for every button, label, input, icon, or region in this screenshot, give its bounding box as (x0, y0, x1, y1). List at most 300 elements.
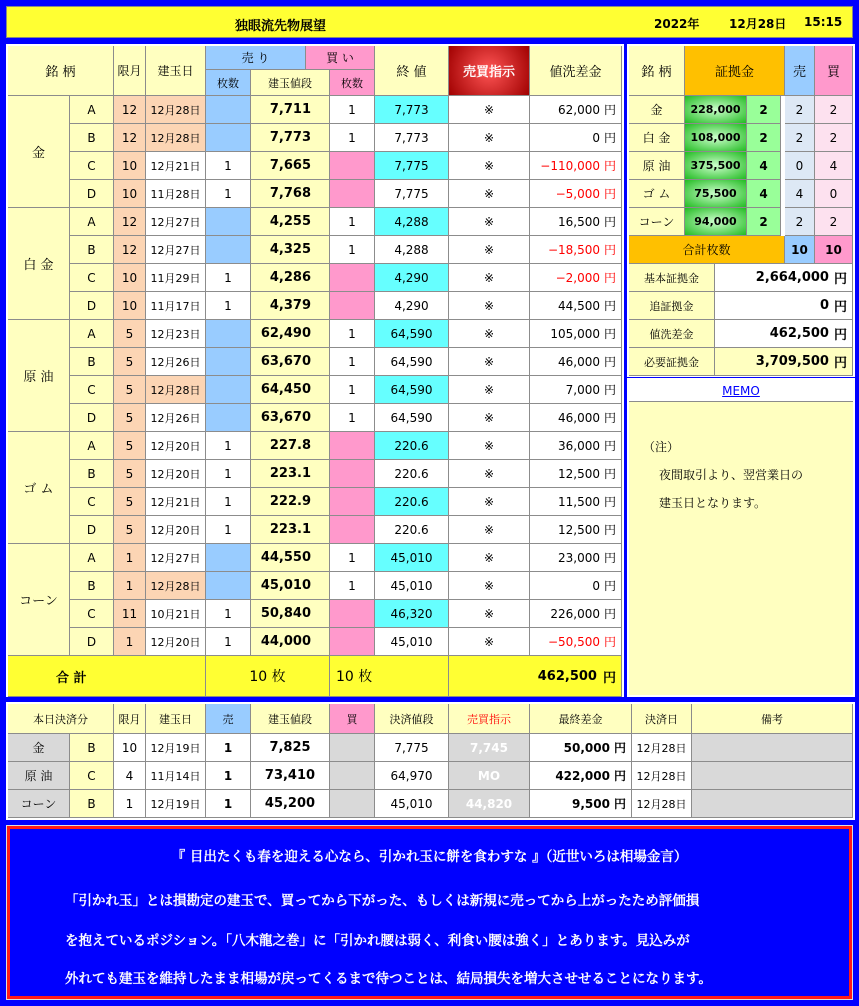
row-month: 11 (114, 600, 146, 628)
yen-unit: 円 (603, 579, 616, 593)
row-entry-date: 11月17日 (146, 292, 206, 320)
header-time: 15:15 (804, 15, 843, 29)
positions-table (6, 44, 624, 697)
row-entry-price: 7,768 (251, 180, 330, 208)
row-sell-count: 1 (206, 264, 251, 292)
header-month: 限月 (114, 46, 146, 96)
row-close: 4,288 (375, 236, 449, 264)
row-close: 4,290 (375, 292, 449, 320)
yen-unit: 円 (613, 741, 626, 755)
row-month: 10 (114, 292, 146, 320)
row-close: 46,320 (375, 600, 449, 628)
summary-amount: 2,664,000 (755, 270, 829, 285)
row-instruction: ※ (449, 348, 530, 376)
total-sell: 10 枚 (206, 656, 330, 697)
row-diff (530, 236, 622, 264)
row-entry-price: 44,550 (251, 544, 330, 572)
settle-price: 64,970 (375, 762, 449, 790)
settle-code: C (70, 762, 114, 790)
yen-unit: 円 (603, 159, 616, 173)
row-buy-count: 1 (330, 544, 375, 572)
row-buy-count: 1 (330, 572, 375, 600)
row-diff (530, 488, 622, 516)
yen-unit: 円 (833, 300, 847, 315)
row-close: 4,290 (375, 264, 449, 292)
row-code: B (70, 236, 114, 264)
row-month: 10 (114, 180, 146, 208)
row-buy-count: 1 (330, 404, 375, 432)
row-entry-price: 7,711 (251, 96, 330, 124)
total-buy: 10 枚 (330, 656, 449, 697)
row-entry-price: 64,450 (251, 376, 330, 404)
row-code: C (70, 264, 114, 292)
row-instruction: ※ (449, 460, 530, 488)
row-buy-count (330, 292, 375, 320)
row-entry-price: 223.1 (251, 460, 330, 488)
settle-entry-date: 12月19日 (146, 734, 206, 762)
row-instruction: ※ (449, 516, 530, 544)
row-code: C (70, 152, 114, 180)
row-diff-value: 7,000 (565, 382, 600, 397)
row-buy-count: 1 (330, 96, 375, 124)
margin-buy: 2 (815, 208, 853, 236)
row-month: 1 (114, 572, 146, 600)
settle-sell: 1 (206, 790, 251, 818)
commodity-name: ゴ ム (8, 432, 70, 544)
row-diff (530, 124, 622, 152)
settle-header-price: 建玉値段 (251, 704, 330, 734)
margin-commodity: コーン (629, 208, 685, 236)
row-code: C (70, 600, 114, 628)
row-code: A (70, 320, 114, 348)
row-entry-price: 4,325 (251, 236, 330, 264)
settle-instruction: MO (449, 762, 530, 790)
yen-unit: 円 (603, 467, 616, 481)
row-buy-count: 1 (330, 124, 375, 152)
row-close: 64,590 (375, 320, 449, 348)
row-diff-value: −110,000 (540, 158, 600, 173)
margin-amount: 228,000 (685, 96, 747, 124)
summary-label: 必要証拠金 (629, 348, 715, 376)
row-diff-value: 62,000 (557, 102, 600, 117)
memo-note-line: 建玉日となります。 (659, 496, 767, 510)
settle-commodity: 原 油 (8, 762, 70, 790)
settle-code: B (70, 734, 114, 762)
row-close: 45,010 (375, 544, 449, 572)
margin-amount: 75,500 (685, 180, 747, 208)
row-sell-count (206, 320, 251, 348)
yen-unit: 円 (603, 439, 616, 453)
margin-buy: 2 (815, 124, 853, 152)
row-sell-count: 1 (206, 152, 251, 180)
row-entry-date: 12月28日 (146, 376, 206, 404)
row-entry-date: 12月28日 (146, 572, 206, 600)
row-code: B (70, 572, 114, 600)
header-diff: 値洗差金 (530, 46, 622, 96)
row-entry-price: 223.1 (251, 516, 330, 544)
settle-entry-price: 73,410 (251, 762, 330, 790)
margin-commodity: ゴ ム (629, 180, 685, 208)
quote-line: 「引かれ玉」とは損勘定の建玉で、買ってから下がった、もしくは新規に売ってから上がったため評価損 (65, 893, 700, 909)
commodity-name: 原 油 (8, 320, 70, 432)
row-sell-count: 1 (206, 180, 251, 208)
row-diff-value: 46,000 (557, 410, 600, 425)
row-diff-value: −18,500 (547, 242, 600, 257)
settle-header-final: 最終差金 (530, 704, 632, 734)
row-diff (530, 600, 622, 628)
settle-date: 12月28日 (632, 762, 692, 790)
row-entry-price: 62,490 (251, 320, 330, 348)
settle-note (692, 734, 853, 762)
row-code: D (70, 404, 114, 432)
total-diff-value: 462,500 (537, 668, 597, 684)
settle-month: 4 (114, 762, 146, 790)
margin-count: 2 (747, 124, 781, 152)
yen-unit: 円 (603, 215, 616, 229)
row-close: 4,288 (375, 208, 449, 236)
row-close: 64,590 (375, 348, 449, 376)
summary-label: 値洗差金 (629, 320, 715, 348)
row-month: 1 (114, 544, 146, 572)
settle-final-value: 50,000 (563, 740, 610, 755)
settle-header-settle-price: 決済値段 (375, 704, 449, 734)
row-buy-count: 1 (330, 320, 375, 348)
row-month: 5 (114, 348, 146, 376)
row-instruction: ※ (449, 572, 530, 600)
row-diff (530, 572, 622, 600)
row-diff-value: 16,500 (557, 214, 600, 229)
row-diff (530, 432, 622, 460)
row-instruction: ※ (449, 208, 530, 236)
row-instruction: ※ (449, 404, 530, 432)
row-buy-count (330, 488, 375, 516)
header-year: 2022年 (654, 17, 700, 31)
margin-count: 4 (747, 152, 781, 180)
yen-unit: 円 (603, 523, 616, 537)
row-entry-price: 4,286 (251, 264, 330, 292)
row-entry-price: 7,665 (251, 152, 330, 180)
settle-sell: 1 (206, 762, 251, 790)
row-month: 5 (114, 432, 146, 460)
row-sell-count: 1 (206, 516, 251, 544)
row-instruction: ※ (449, 180, 530, 208)
settle-header-sell: 売 (206, 704, 251, 734)
yen-unit: 円 (603, 383, 616, 397)
margin-amount: 108,000 (685, 124, 747, 152)
yen-unit: 円 (833, 328, 847, 343)
row-entry-date: 12月27日 (146, 236, 206, 264)
row-instruction: ※ (449, 628, 530, 656)
row-close: 220.6 (375, 516, 449, 544)
settle-header-settle-date: 決済日 (632, 704, 692, 734)
row-entry-date: 11月28日 (146, 180, 206, 208)
settle-header-label: 本日決済分 (8, 704, 114, 734)
row-month: 10 (114, 152, 146, 180)
row-buy-count (330, 180, 375, 208)
row-code: C (70, 376, 114, 404)
row-code: D (70, 628, 114, 656)
row-diff (530, 152, 622, 180)
row-entry-date: 12月26日 (146, 404, 206, 432)
memo-note-line: 夜間取引より、翌営業日の (659, 468, 804, 482)
row-entry-date: 10月21日 (146, 600, 206, 628)
row-buy-count (330, 600, 375, 628)
row-entry-date: 12月20日 (146, 516, 206, 544)
row-sell-count (206, 124, 251, 152)
row-diff-value: 12,500 (557, 466, 600, 481)
settle-sell: 1 (206, 734, 251, 762)
summary-value (715, 292, 853, 320)
row-diff (530, 320, 622, 348)
row-buy-count: 1 (330, 348, 375, 376)
margin-commodity: 原 油 (629, 152, 685, 180)
row-close: 7,775 (375, 152, 449, 180)
margin-header-margin: 証拠金 (685, 46, 785, 96)
settle-instruction: 44,820 (449, 790, 530, 818)
summary-value (715, 320, 853, 348)
header-sell: 売 り (206, 46, 306, 70)
row-instruction: ※ (449, 236, 530, 264)
row-diff (530, 628, 622, 656)
margin-count: 2 (747, 96, 781, 124)
settle-commodity: 金 (8, 734, 70, 762)
margin-commodity: 白 金 (629, 124, 685, 152)
row-code: A (70, 208, 114, 236)
row-instruction: ※ (449, 152, 530, 180)
row-sell-count (206, 404, 251, 432)
row-buy-count (330, 432, 375, 460)
yen-unit: 円 (613, 769, 626, 783)
summary-amount: 462,500 (769, 326, 829, 341)
row-entry-price: 222.9 (251, 488, 330, 516)
row-close: 45,010 (375, 572, 449, 600)
row-instruction: ※ (449, 320, 530, 348)
margin-sell: 2 (785, 96, 815, 124)
row-entry-price: 63,670 (251, 404, 330, 432)
yen-unit: 円 (603, 607, 616, 621)
margin-header-brand: 銘 柄 (629, 46, 685, 96)
yen-unit: 円 (833, 356, 847, 371)
summary-value (715, 264, 853, 292)
row-sell-count (206, 348, 251, 376)
row-diff (530, 376, 622, 404)
row-code: D (70, 292, 114, 320)
row-instruction: ※ (449, 376, 530, 404)
margin-sell: 4 (785, 180, 815, 208)
settle-entry-date: 12月19日 (146, 790, 206, 818)
margin-total-label: 合計枚数 (629, 236, 785, 264)
row-sell-count: 1 (206, 460, 251, 488)
settle-price: 7,775 (375, 734, 449, 762)
row-close: 220.6 (375, 488, 449, 516)
row-buy-count (330, 516, 375, 544)
row-buy-count (330, 628, 375, 656)
row-instruction: ※ (449, 488, 530, 516)
row-diff (530, 96, 622, 124)
header-brand: 銘 柄 (8, 46, 114, 96)
row-diff-value: 226,000 (550, 606, 600, 621)
settle-buy (330, 762, 375, 790)
row-sell-count: 1 (206, 292, 251, 320)
row-diff-value: 36,000 (557, 438, 600, 453)
row-month: 5 (114, 404, 146, 432)
row-diff (530, 544, 622, 572)
margin-buy: 0 (815, 180, 853, 208)
settle-final-value: 422,000 (555, 768, 610, 783)
total-diff (449, 656, 622, 697)
row-sell-count (206, 572, 251, 600)
margin-commodity: 金 (629, 96, 685, 124)
yen-unit: 円 (603, 411, 616, 425)
row-close: 7,773 (375, 96, 449, 124)
row-entry-price: 44,000 (251, 628, 330, 656)
row-entry-date: 12月21日 (146, 488, 206, 516)
row-code: A (70, 544, 114, 572)
row-entry-price: 7,773 (251, 124, 330, 152)
row-diff (530, 404, 622, 432)
row-diff (530, 264, 622, 292)
row-instruction: ※ (449, 292, 530, 320)
row-entry-date: 12月27日 (146, 544, 206, 572)
row-close: 220.6 (375, 460, 449, 488)
row-code: B (70, 348, 114, 376)
row-close: 64,590 (375, 376, 449, 404)
row-instruction: ※ (449, 432, 530, 460)
settle-month: 10 (114, 734, 146, 762)
row-close: 64,590 (375, 404, 449, 432)
margin-amount: 375,500 (685, 152, 747, 180)
row-diff-value: 46,000 (557, 354, 600, 369)
row-buy-count (330, 460, 375, 488)
header-entry-date: 建玉日 (146, 46, 206, 96)
row-diff (530, 180, 622, 208)
row-diff-value: 12,500 (557, 522, 600, 537)
row-instruction: ※ (449, 124, 530, 152)
row-diff (530, 516, 622, 544)
row-instruction: ※ (449, 96, 530, 124)
row-diff (530, 460, 622, 488)
total-label: 合 計 (8, 656, 206, 697)
row-sell-count (206, 376, 251, 404)
margin-sell: 2 (785, 124, 815, 152)
yen-unit: 円 (603, 299, 616, 313)
quote-line: 外れても建玉を維持したまま相場が戻ってくるまで待つことは、結局損失を増大させせることになります。 (65, 971, 712, 987)
row-diff-value: 105,000 (550, 326, 600, 341)
row-close: 220.6 (375, 432, 449, 460)
row-code: B (70, 124, 114, 152)
yen-unit: 円 (603, 551, 616, 565)
row-buy-count (330, 264, 375, 292)
row-month: 5 (114, 320, 146, 348)
settlement-table (6, 702, 855, 820)
row-instruction: ※ (449, 264, 530, 292)
row-sell-count: 1 (206, 488, 251, 516)
settle-month: 1 (114, 790, 146, 818)
commodity-name: コーン (8, 544, 70, 656)
summary-value (715, 348, 853, 376)
quote-box (7, 826, 852, 999)
row-code: D (70, 516, 114, 544)
settle-entry-price: 7,825 (251, 734, 330, 762)
yen-unit: 円 (603, 355, 616, 369)
header-buy-count: 枚数 (330, 70, 375, 96)
settle-buy (330, 790, 375, 818)
header-close: 終 値 (375, 46, 449, 96)
settle-entry-price: 45,200 (251, 790, 330, 818)
row-diff-value: −5,000 (555, 186, 600, 201)
row-diff-value: 0 (592, 578, 600, 593)
page-title: 独眼流先物展望 (235, 19, 327, 34)
memo-link[interactable]: MEMO (722, 383, 760, 398)
yen-unit: 円 (603, 243, 616, 257)
row-entry-date: 12月27日 (146, 208, 206, 236)
row-code: B (70, 460, 114, 488)
settle-header-date: 建玉日 (146, 704, 206, 734)
row-entry-price: 4,255 (251, 208, 330, 236)
row-entry-date: 12月28日 (146, 96, 206, 124)
row-diff (530, 292, 622, 320)
row-entry-price: 4,379 (251, 292, 330, 320)
yen-unit: 円 (603, 495, 616, 509)
margin-buy: 2 (815, 96, 853, 124)
yen-unit: 円 (833, 272, 847, 287)
settle-instruction: 7,745 (449, 734, 530, 762)
row-sell-count (206, 208, 251, 236)
row-close: 7,775 (375, 180, 449, 208)
settle-header-note: 備考 (692, 704, 853, 734)
settle-price: 45,010 (375, 790, 449, 818)
margin-sell: 0 (785, 152, 815, 180)
row-entry-date: 12月20日 (146, 628, 206, 656)
row-instruction: ※ (449, 544, 530, 572)
summary-label: 基本証拠金 (629, 264, 715, 292)
settle-entry-date: 11月14日 (146, 762, 206, 790)
row-code: C (70, 488, 114, 516)
row-diff (530, 348, 622, 376)
row-sell-count (206, 544, 251, 572)
commodity-name: 白 金 (8, 208, 70, 320)
memo-panel (627, 378, 855, 697)
row-entry-date: 12月28日 (146, 124, 206, 152)
row-buy-count: 1 (330, 376, 375, 404)
row-diff-value: 44,500 (557, 298, 600, 313)
settle-final-value: 9,500 (572, 796, 610, 811)
row-entry-price: 45,010 (251, 572, 330, 600)
row-entry-date: 12月20日 (146, 432, 206, 460)
row-entry-date: 11月29日 (146, 264, 206, 292)
memo-note-title: （注） (643, 440, 680, 454)
settle-header-inst: 売買指示 (449, 704, 530, 734)
yen-unit: 円 (603, 187, 616, 201)
memo-header (629, 380, 853, 402)
row-buy-count: 1 (330, 236, 375, 264)
row-close: 45,010 (375, 628, 449, 656)
row-entry-price: 227.8 (251, 432, 330, 460)
commodity-name: 金 (8, 96, 70, 208)
row-instruction: ※ (449, 600, 530, 628)
summary-amount: 0 (819, 298, 829, 313)
quote-line: を抱えているポジション。「八木龍之巻」に「引かれ腰は弱く、利食い腰は強く」とあります。見込みが (65, 933, 690, 949)
row-entry-date: 12月26日 (146, 348, 206, 376)
summary-label: 追証拠金 (629, 292, 715, 320)
margin-header-sell: 売 (785, 46, 815, 96)
row-close: 7,773 (375, 124, 449, 152)
yen-unit: 円 (603, 131, 616, 145)
settle-date: 12月28日 (632, 734, 692, 762)
quote-title: 『 目出たくも春を迎える心なら、引かれ玉に餅を食わすな 』（近世いろは相場金言） (171, 849, 688, 865)
margin-buy: 4 (815, 152, 853, 180)
settle-header-buy: 買 (330, 704, 375, 734)
